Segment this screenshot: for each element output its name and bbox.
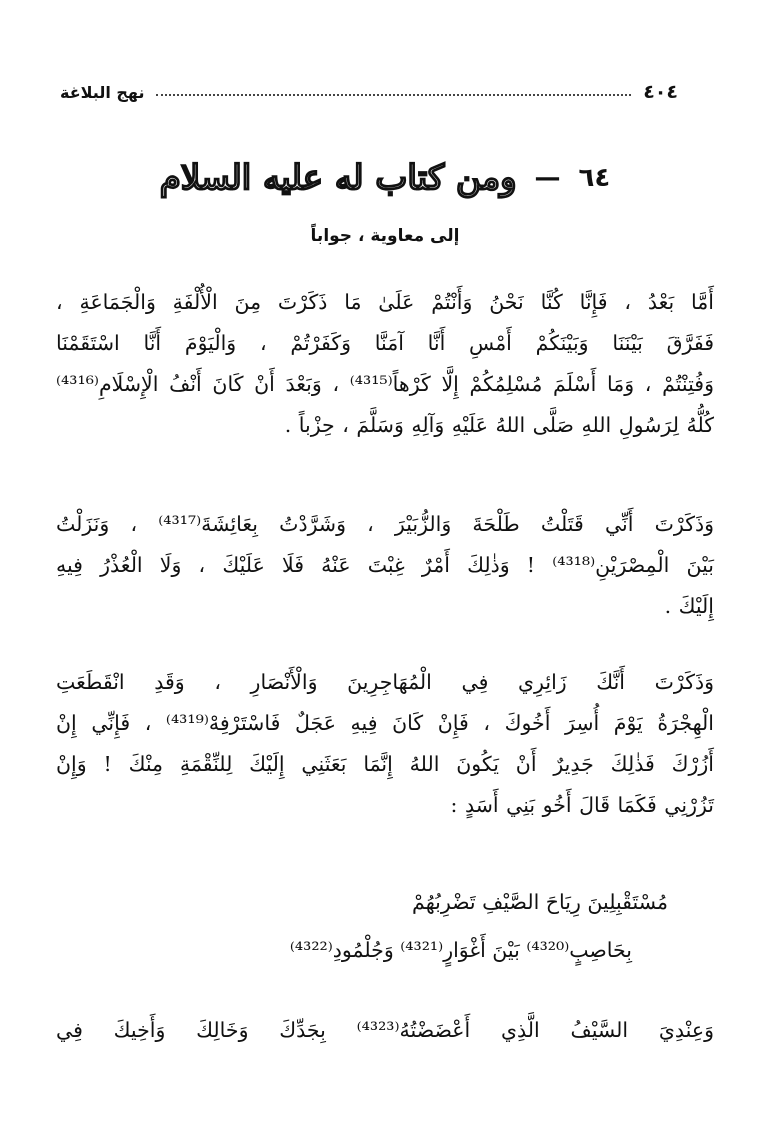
verse-line-2: بِحَاصِبٍ⁽⁴³²⁰⁾ بَيْنَ أَغْوَارٍ⁽⁴³²¹⁾ وَجُلْمُودِ⁽⁴³²²⁾ <box>289 938 632 962</box>
text-line: أَمَّا بَعْدُ ، فَإِنَّا كُنَّا نَحْنُ وَأَنْتُمْ عَلَىٰ مَا ذَكَرْتَ مِنَ الْأُلْفَةِ وَالْجَمَاعَةِ ، <box>56 290 714 314</box>
paragraph-1 <box>56 282 714 446</box>
section-title: ومن كتاب له عليه السلام <box>159 158 517 198</box>
text-line: إِلَيْكَ . <box>664 594 714 618</box>
paragraph-2 <box>56 504 714 627</box>
section-number: ٦٤ <box>578 163 611 193</box>
text-line: تَزُرْنِي فَكَمَا قَالَ أَخُو بَنِي أَسَدٍ : <box>450 793 714 817</box>
text-line: وَفُتِنْتُمْ ، وَمَا أَسْلَمَ مُسْلِمُكُمْ إِلَّا كَرْهاً⁽⁴³¹⁵⁾ ، وَبَعْدَ أَنْ كَانَ أَنْفُ الْإِسْلَامِ⁽⁴³¹⁶⁾ <box>56 372 714 396</box>
text-line: فَفَرَّقَ بَيْنَنَا وَبَيْنَكُمْ أَمْسِ أَنَّا آمَنَّا وَكَفَرْتُمْ ، وَالْيَوْمَ أَنَّا اسْتَقَمْنَا <box>56 331 714 355</box>
section-subtitle: إلى معاوية ، جواباً <box>310 226 460 246</box>
text-line: وَذَكَرْتَ أَنِّي قَتَلْتُ طَلْحَةَ وَالزُّبَيْرَ ، وَشَرَّدْتُ بِعَائِشَةَ⁽⁴³¹⁷⁾ ، وَنَزَلْتُ <box>56 512 714 536</box>
text-line: بَيْنَ الْمِصْرَيْنِ⁽⁴³¹⁸⁾ ! وَذٰلِكَ أَمْرٌ غِبْتَ عَنْهُ فَلَا عَلَيْكَ ، وَلَا الْعُذْرُ فِيهِ <box>56 553 714 577</box>
text-line: أَزُرْكَ فَذٰلِكَ جَدِيرٌ أَنْ يَكُونَ اللهُ إِنَّمَا بَعَثَنِي إِلَيْكَ لِلنِّقْمَةِ مِنْكَ ! وَإِنْ <box>56 752 714 776</box>
verse-line-1: مُسْتَقْبِلِينَ رِيَاحَ الصَّيْفِ تَضْرِبُهُمْ <box>412 890 668 914</box>
running-header <box>60 78 678 106</box>
text-line: وَذَكَرْتَ أَنَّكَ زَائِرِي فِي الْمُهَاجِرِينَ وَالْأَنْصَارِ ، وَقَدِ انْقَطَعَتِ <box>56 670 714 694</box>
text-line: وَعِنْدِيَ السَّيْفُ الَّذِي أَعْضَضْتُهُ⁽⁴³²³⁾ بِجَدِّكَ وَخَالِكَ وَأَخِيكَ فِي <box>56 1018 714 1042</box>
text-line: كُلُّهُ لِرَسُولِ اللهِ صَلَّى اللهُ عَلَيْهِ وَآلِهِ وَسَلَّمَ ، حِزْباً . <box>284 413 714 437</box>
text-line: الْهِجْرَةُ يَوْمَ أُسِرَ أَخُوكَ ، فَإِنْ كَانَ فِيهِ عَجَلٌ فَاسْتَرْفِهْ⁽⁴³¹⁹⁾ ، فَإِنِّي إِنْ <box>56 711 714 735</box>
section-heading <box>60 148 710 208</box>
section-dash: — <box>534 163 561 193</box>
header-dotted-rule <box>156 94 631 96</box>
paragraph-3 <box>56 662 714 826</box>
paragraph-4 <box>56 1010 714 1051</box>
page-number: ٤٠٤ <box>643 81 678 103</box>
book-title: نهج البلاغة <box>60 82 145 102</box>
